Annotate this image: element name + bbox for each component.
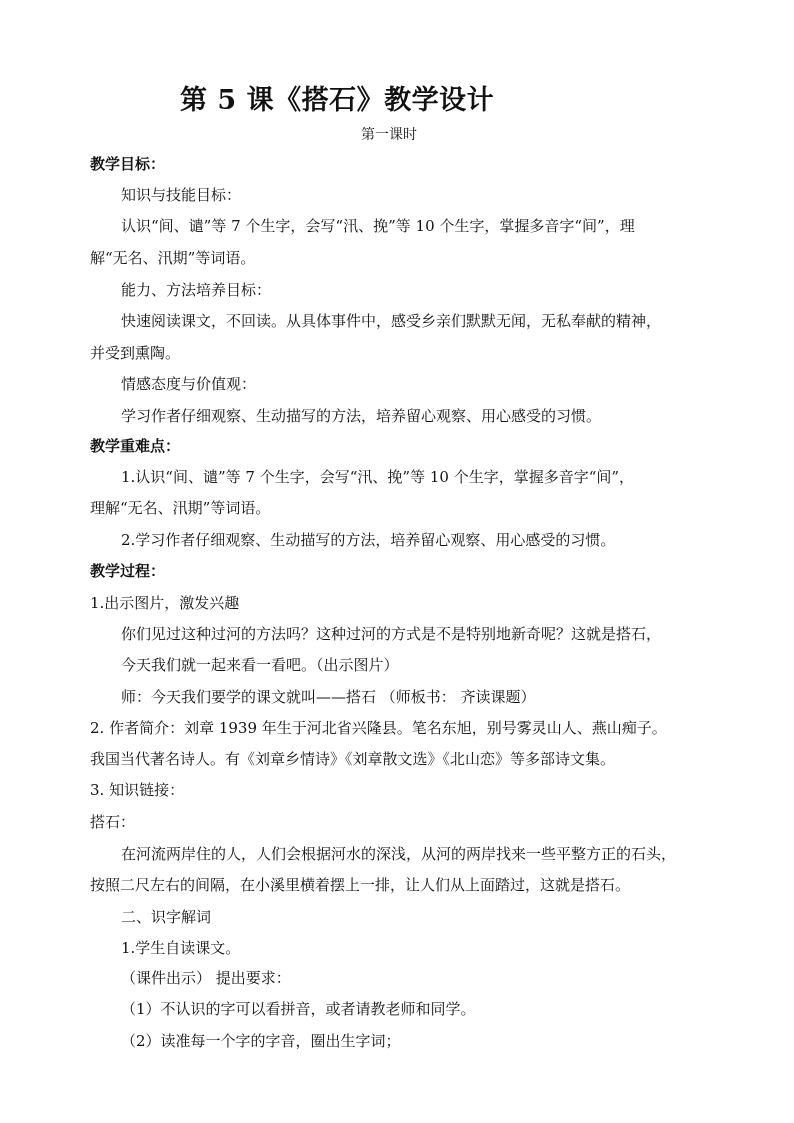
emotion-text-line-1: 学习作者仔细观察、生动描写的方法，培养留心观察、用心感受的习惯。 (121, 407, 602, 425)
step-1-line-2: 今天我们就一起来看一看吧。（出示图片） (121, 656, 399, 674)
key-point-1-line-1: 1.认识“间、谴”等 7 个生字，会写“汛、挽”等 10 个生字，掌握多音字“间”， (121, 468, 635, 486)
document-subtitle: 第一课时 (361, 127, 417, 143)
key-points-heading: 教学重难点： (90, 437, 181, 455)
step-2-line-2: 我国当代著名诗人。有《刘章乡情诗》《刘章散文选》《北山恋》等多部诗文集。 (90, 750, 616, 768)
objectives-heading: 教学目标： (90, 155, 166, 173)
section-2-item-1: 1.学生自读课文。 (121, 939, 241, 957)
step-1-line-1: 你们见过这种过河的方法吗？这种过河的方式是不是特别地新奇呢？这就是搭石， (121, 625, 662, 643)
process-heading: 教学过程： (90, 562, 166, 580)
key-point-1-line-2: 理解“无名、汛期”等词语。 (90, 499, 271, 517)
ability-label: 能力、方法培养目标： (121, 281, 272, 299)
section-2-courseware: （课件出示） 提出要求： (121, 969, 291, 987)
document-title: 第 5 课《搭石》教学设计 (180, 85, 495, 116)
ability-text-line-1: 快速阅读课文，不回读。从具体事件中，感受乡亲们默默无闻，无私奉献的精神， (121, 312, 662, 330)
step-2-line-1: 2. 作者简介：刘章 1939 年生于河北省兴隆县。笔名东旭，别号雾灵山人、燕山痴子。 (90, 719, 667, 737)
section-2-requirement-2: （2）读准每一个字的字音，圈出生字词； (121, 1032, 401, 1050)
knowledge-label: 知识与技能目标： (121, 186, 242, 204)
step-1-line-3: 师：今天我们要学的课文就叫——搭石 （师板书： 齐读课题） (121, 688, 536, 706)
step-3-line-1: 在河流两岸住的人，人们会根据河水的深浅，从河的两岸找来一些平整方正的石头， (121, 845, 677, 863)
section-2-title: 二、识字解词 (121, 908, 212, 926)
emotion-label: 情感态度与价值观： (121, 375, 257, 393)
step-3-term: 搭石： (90, 813, 136, 831)
step-3-line-2: 按照二尺左右的间隔，在小溪里横着摆上一排，让人们从上面踏过，这就是搭石。 (90, 876, 631, 894)
key-point-2-line-1: 2.学习作者仔细观察、生动描写的方法，培养留心观察、用心感受的习惯。 (121, 531, 616, 549)
step-1-title: 1.出示图片，激发兴趣 (90, 594, 240, 612)
ability-text-line-2: 并受到熏陶。 (90, 344, 181, 362)
section-2-requirement-1: （1）不认识的字可以看拼音，或者请教老师和同学。 (121, 1000, 476, 1018)
step-3-title: 3. 知识链接： (90, 781, 185, 799)
knowledge-text-line-2: 解“无名、汛期”等词语。 (90, 249, 256, 267)
knowledge-text-line-1: 认识“间、谴”等 7 个生字，会写“汛、挽”等 10 个生字，掌握多音字“间”，理 (121, 217, 635, 235)
